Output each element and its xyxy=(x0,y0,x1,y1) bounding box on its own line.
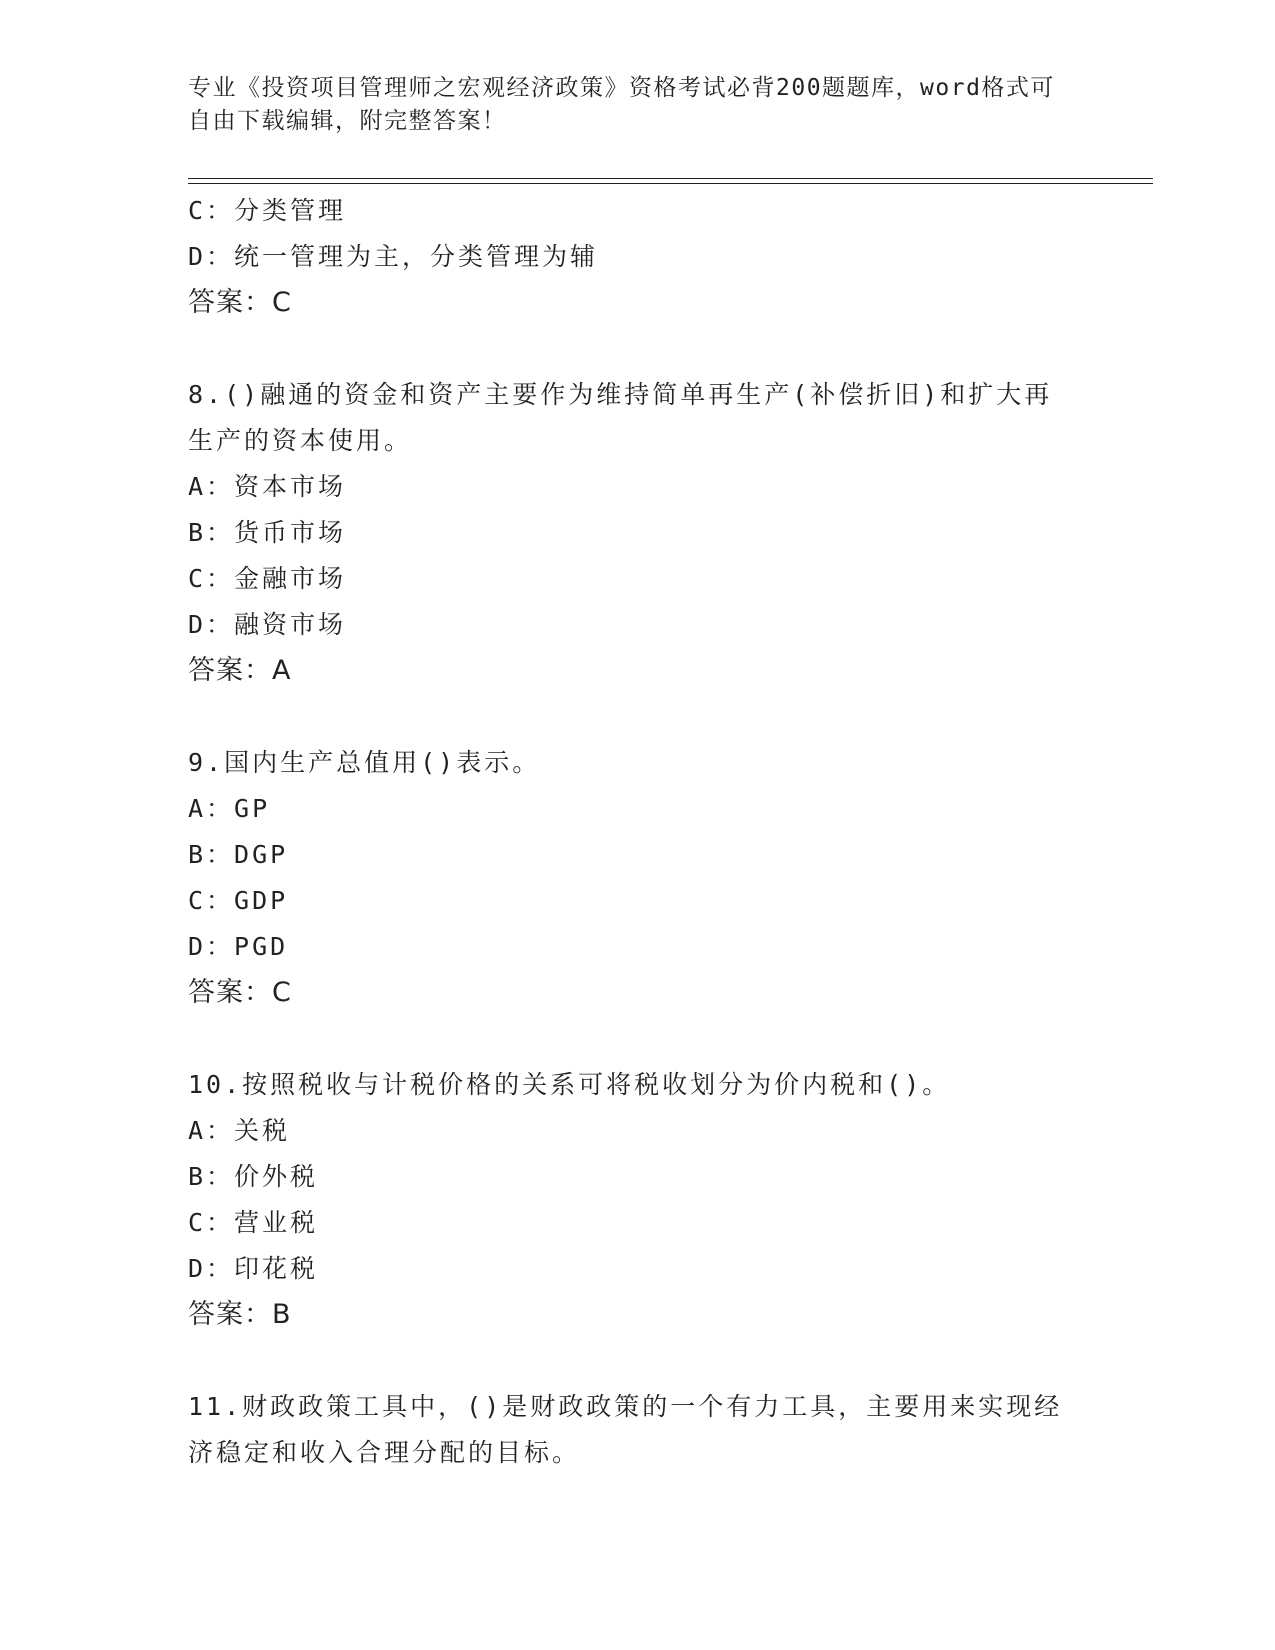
option-b: B：货币市场 xyxy=(188,518,347,547)
question-list xyxy=(188,188,1088,1476)
option-d: D：统一管理为主，分类管理为辅 xyxy=(188,242,599,271)
question-9 xyxy=(188,740,1088,1016)
option-d: D：融资市场 xyxy=(188,610,347,639)
question-stem-line-1: 11.财政政策工具中，()是财政政策的一个有力工具，主要用来实现经 xyxy=(188,1392,1063,1421)
option-c: C：分类管理 xyxy=(188,196,347,225)
answer: 答案：C xyxy=(188,977,292,1008)
question-stem-line-1: 8.()融通的资金和资产主要作为维持简单再生产(补偿折旧)和扩大再 xyxy=(188,380,1053,409)
question-11 xyxy=(188,1384,1088,1476)
option-b: B：DGP xyxy=(188,840,289,869)
option-d: D：印花税 xyxy=(188,1254,319,1283)
option-c: C：GDP xyxy=(188,886,289,915)
answer: 答案：A xyxy=(188,655,292,686)
document-header xyxy=(188,72,1068,138)
question-stem-line-2: 济稳定和收入合理分配的目标。 xyxy=(188,1438,581,1467)
question-stem-line-1: 10.按照税收与计税价格的关系可将税收划分为价内税和()。 xyxy=(188,1070,951,1099)
spacer xyxy=(188,1338,1088,1384)
header-divider-bottom xyxy=(188,183,1153,184)
header-line-1: 专业《投资项目管理师之宏观经济政策》资格考试必背200题题库，word格式可 xyxy=(188,75,1055,101)
question-8 xyxy=(188,372,1088,694)
spacer xyxy=(188,1016,1088,1062)
question-stem-line-2: 生产的资本使用。 xyxy=(188,426,413,455)
option-a: A：资本市场 xyxy=(188,472,347,501)
option-a: A：GP xyxy=(188,794,271,823)
answer: 答案：B xyxy=(188,1299,292,1330)
question-10 xyxy=(188,1062,1088,1338)
header-line-2: 自由下载编辑，附完整答案！ xyxy=(188,108,507,134)
option-a: A：关税 xyxy=(188,1116,291,1145)
answer: 答案：C xyxy=(188,287,292,318)
option-c: C：营业税 xyxy=(188,1208,319,1237)
option-b: B：价外税 xyxy=(188,1162,319,1191)
header-divider-top xyxy=(188,178,1153,179)
question-stem-line-1: 9.国内生产总值用()表示。 xyxy=(188,748,541,777)
question-7 xyxy=(188,188,1088,326)
option-c: C：金融市场 xyxy=(188,564,347,593)
spacer xyxy=(188,326,1088,372)
option-d: D：PGD xyxy=(188,932,289,961)
spacer xyxy=(188,694,1088,740)
